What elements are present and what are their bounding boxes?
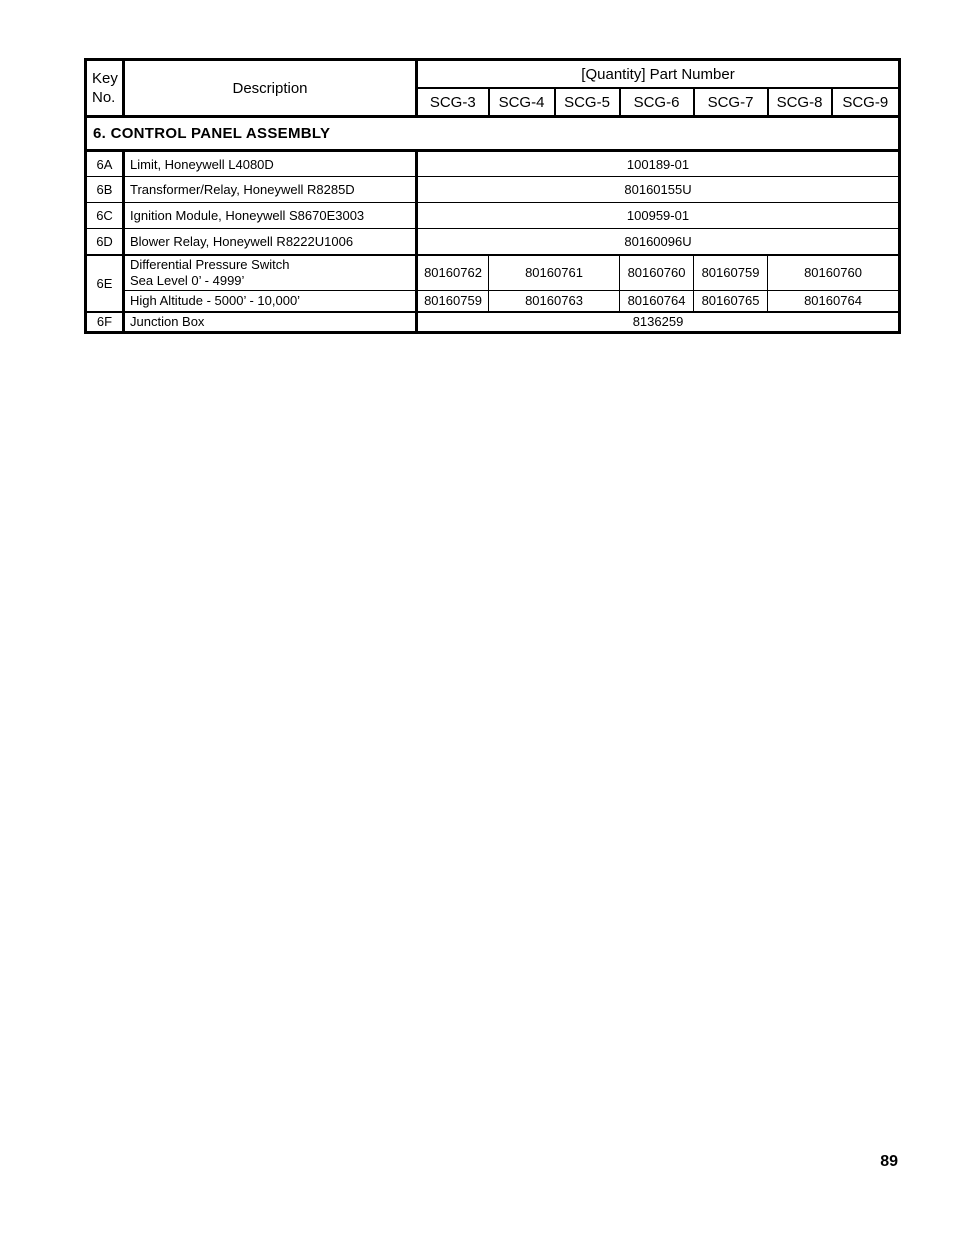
page-number: 89: [880, 1153, 898, 1170]
part-number-cell: 8136259: [417, 312, 900, 333]
table-row: [86, 312, 900, 333]
model-header: SCG-8: [768, 88, 832, 117]
table-row-sea-level: [86, 255, 900, 291]
key-header-line1: Key: [92, 70, 118, 87]
description-cell: Transformer/Relay, Honeywell R8285D: [124, 177, 417, 203]
description-cell: Blower Relay, Honeywell R8222U1006: [124, 229, 417, 255]
part-number-cell: 80160759: [417, 291, 489, 312]
table-row: [86, 229, 900, 255]
key-cell: 6D: [86, 229, 124, 255]
key-cell: 6C: [86, 203, 124, 229]
header-row-1: [86, 60, 900, 89]
key-no-header: [86, 60, 124, 117]
part-number-cell: 80160763: [489, 291, 620, 312]
table-row-high-altitude: [86, 291, 900, 312]
quantity-part-number-header: [Quantity] Part Number: [417, 60, 900, 89]
table-row: [86, 203, 900, 229]
part-number-cell: 80160761: [489, 255, 620, 291]
description-cell: [124, 255, 417, 291]
part-number-cell: 80160764: [620, 291, 694, 312]
section-title: 6. CONTROL PANEL ASSEMBLY: [86, 117, 900, 151]
part-number-cell: 100959-01: [417, 203, 900, 229]
key-header-line2: No.: [92, 89, 116, 106]
key-cell: 6F: [86, 312, 124, 333]
description-line: Sea Level 0’ - 4999’: [130, 272, 245, 288]
key-cell: 6E: [86, 255, 124, 312]
model-header: SCG-3: [417, 88, 489, 117]
key-cell: 6A: [86, 151, 124, 177]
description-cell: High Altitude - 5000’ - 10,000’: [124, 291, 417, 312]
part-number-cell: 100189-01: [417, 151, 900, 177]
description-cell: Ignition Module, Honeywell S8670E3003: [124, 203, 417, 229]
part-number-cell: 80160760: [620, 255, 694, 291]
description-header: Description: [124, 60, 417, 117]
description-line: Differential Pressure Switch: [130, 256, 290, 272]
model-header: SCG-9: [832, 88, 900, 117]
part-number-cell: 80160155U: [417, 177, 900, 203]
model-header: SCG-4: [489, 88, 555, 117]
description-cell: Limit, Honeywell L4080D: [124, 151, 417, 177]
part-number-cell: 80160759: [694, 255, 768, 291]
part-number-cell: 80160765: [694, 291, 768, 312]
model-header: SCG-5: [555, 88, 620, 117]
part-number-cell: 80160096U: [417, 229, 900, 255]
part-number-cell: 80160764: [768, 291, 900, 312]
part-number-cell: 80160760: [768, 255, 900, 291]
part-number-cell: 80160762: [417, 255, 489, 291]
model-header: SCG-6: [620, 88, 694, 117]
parts-table: [84, 58, 901, 334]
table-row: [86, 177, 900, 203]
model-header: SCG-7: [694, 88, 768, 117]
key-cell: 6B: [86, 177, 124, 203]
section-row: [86, 117, 900, 151]
description-cell: Junction Box: [124, 312, 417, 333]
table-row: [86, 151, 900, 177]
